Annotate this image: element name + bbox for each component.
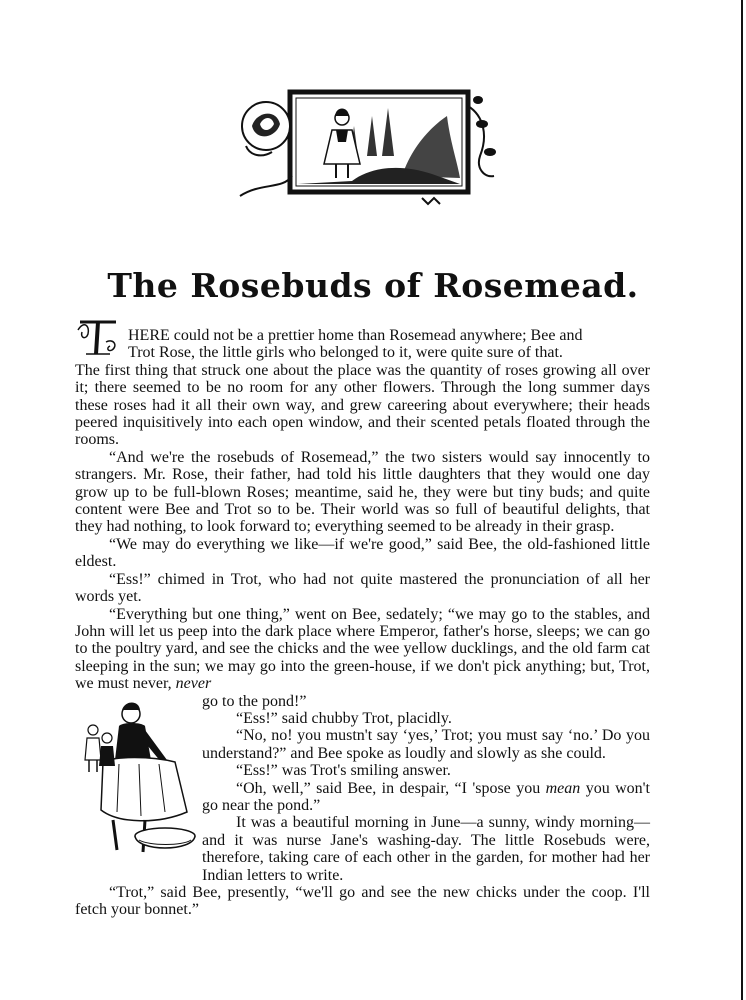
paragraph-text: “Oh, well,” said Bee, in despair, “I 'spose you <box>236 779 541 797</box>
opening-line-1: HERE could not be a prettier home than Rosemead anywhere; Bee and <box>128 327 583 344</box>
paragraph: “No, no! you mustn't say ‘yes,’ Trot; you must say ‘no.’ Do you understand?” and Bee spoke as loudly and slowly as she could. <box>202 727 650 762</box>
paragraph-text: you won't go near the pond.” <box>202 779 651 814</box>
paragraph-continued: go to the pond!” <box>202 692 307 710</box>
emphasis-never: never <box>175 675 212 693</box>
paragraph: It was a beautiful morning in June—a sunny, windy morning—and it was nurse Jane's washing-day. The little Rosebuds were, therefore, taking care of each other in the garden, for mother had her Indian letters to write. <box>202 814 650 884</box>
paragraph <box>75 606 650 693</box>
story-title: The Rosebuds of Rosemead. <box>107 266 639 305</box>
page-edge <box>741 0 743 1000</box>
paragraph: The first thing that struck one about the place was the quantity of roses growing all over it; there seemed to be no room for any other flowers. Through the long summer days these roses had it all their own way, and grew careering about everywhere; their heads peered inquisitively into each open window, and their scented petals floated through the rooms. <box>75 361 650 449</box>
paragraph-text: “Everything but one thing,” went on Bee, sedately; “we may go to the stables, and John will let us peep into the dark place where Emperor, father's horse, sleeps; we can go to the poultry yard, and see the chicks and the wee yellow ducklings, and the old farm cat sleeping in the sun; we may go into the green-house, if we don't pick anything; but, Trot, we must never, <box>75 605 650 693</box>
paragraph: “And we're the rosebuds of Rosemead,” the two sisters would say innocently to strangers. Mr. Rose, their father, had told his little daughters that they would one day grow up to be full-blown Roses; meantime, said he, they were but tiny buds; and quite content were Bee and Trot so to be. Their world was so full of beautiful delights, that they had nothing, to look forward to; everything seemed to be already in their grasp. <box>75 448 650 536</box>
emphasis-mean: mean <box>545 779 581 797</box>
paragraph: “We may do everything we like—if we're good,” said Bee, the old-fashioned little eldest. <box>75 535 650 571</box>
paragraph: “Ess!” said chubby Trot, placidly. <box>236 709 452 727</box>
opening-line-2: Trot Rose, the little girls who belonged to it, were quite sure of that. <box>128 344 563 362</box>
paragraph: “Ess!” chimed in Trot, who had not quite mastered the pronunciation of all her words yet. <box>75 570 650 606</box>
paragraph: “Trot,” said Bee, presently, “we'll go and see the new chicks under the coop. I'll fetch your bonnet.” <box>75 884 650 919</box>
paragraph: “Ess!” was Trot's smiling answer. <box>236 762 451 780</box>
nurse-washing-illustration <box>79 700 199 860</box>
paragraph <box>202 780 650 815</box>
header-vignette-illustration <box>232 86 502 216</box>
